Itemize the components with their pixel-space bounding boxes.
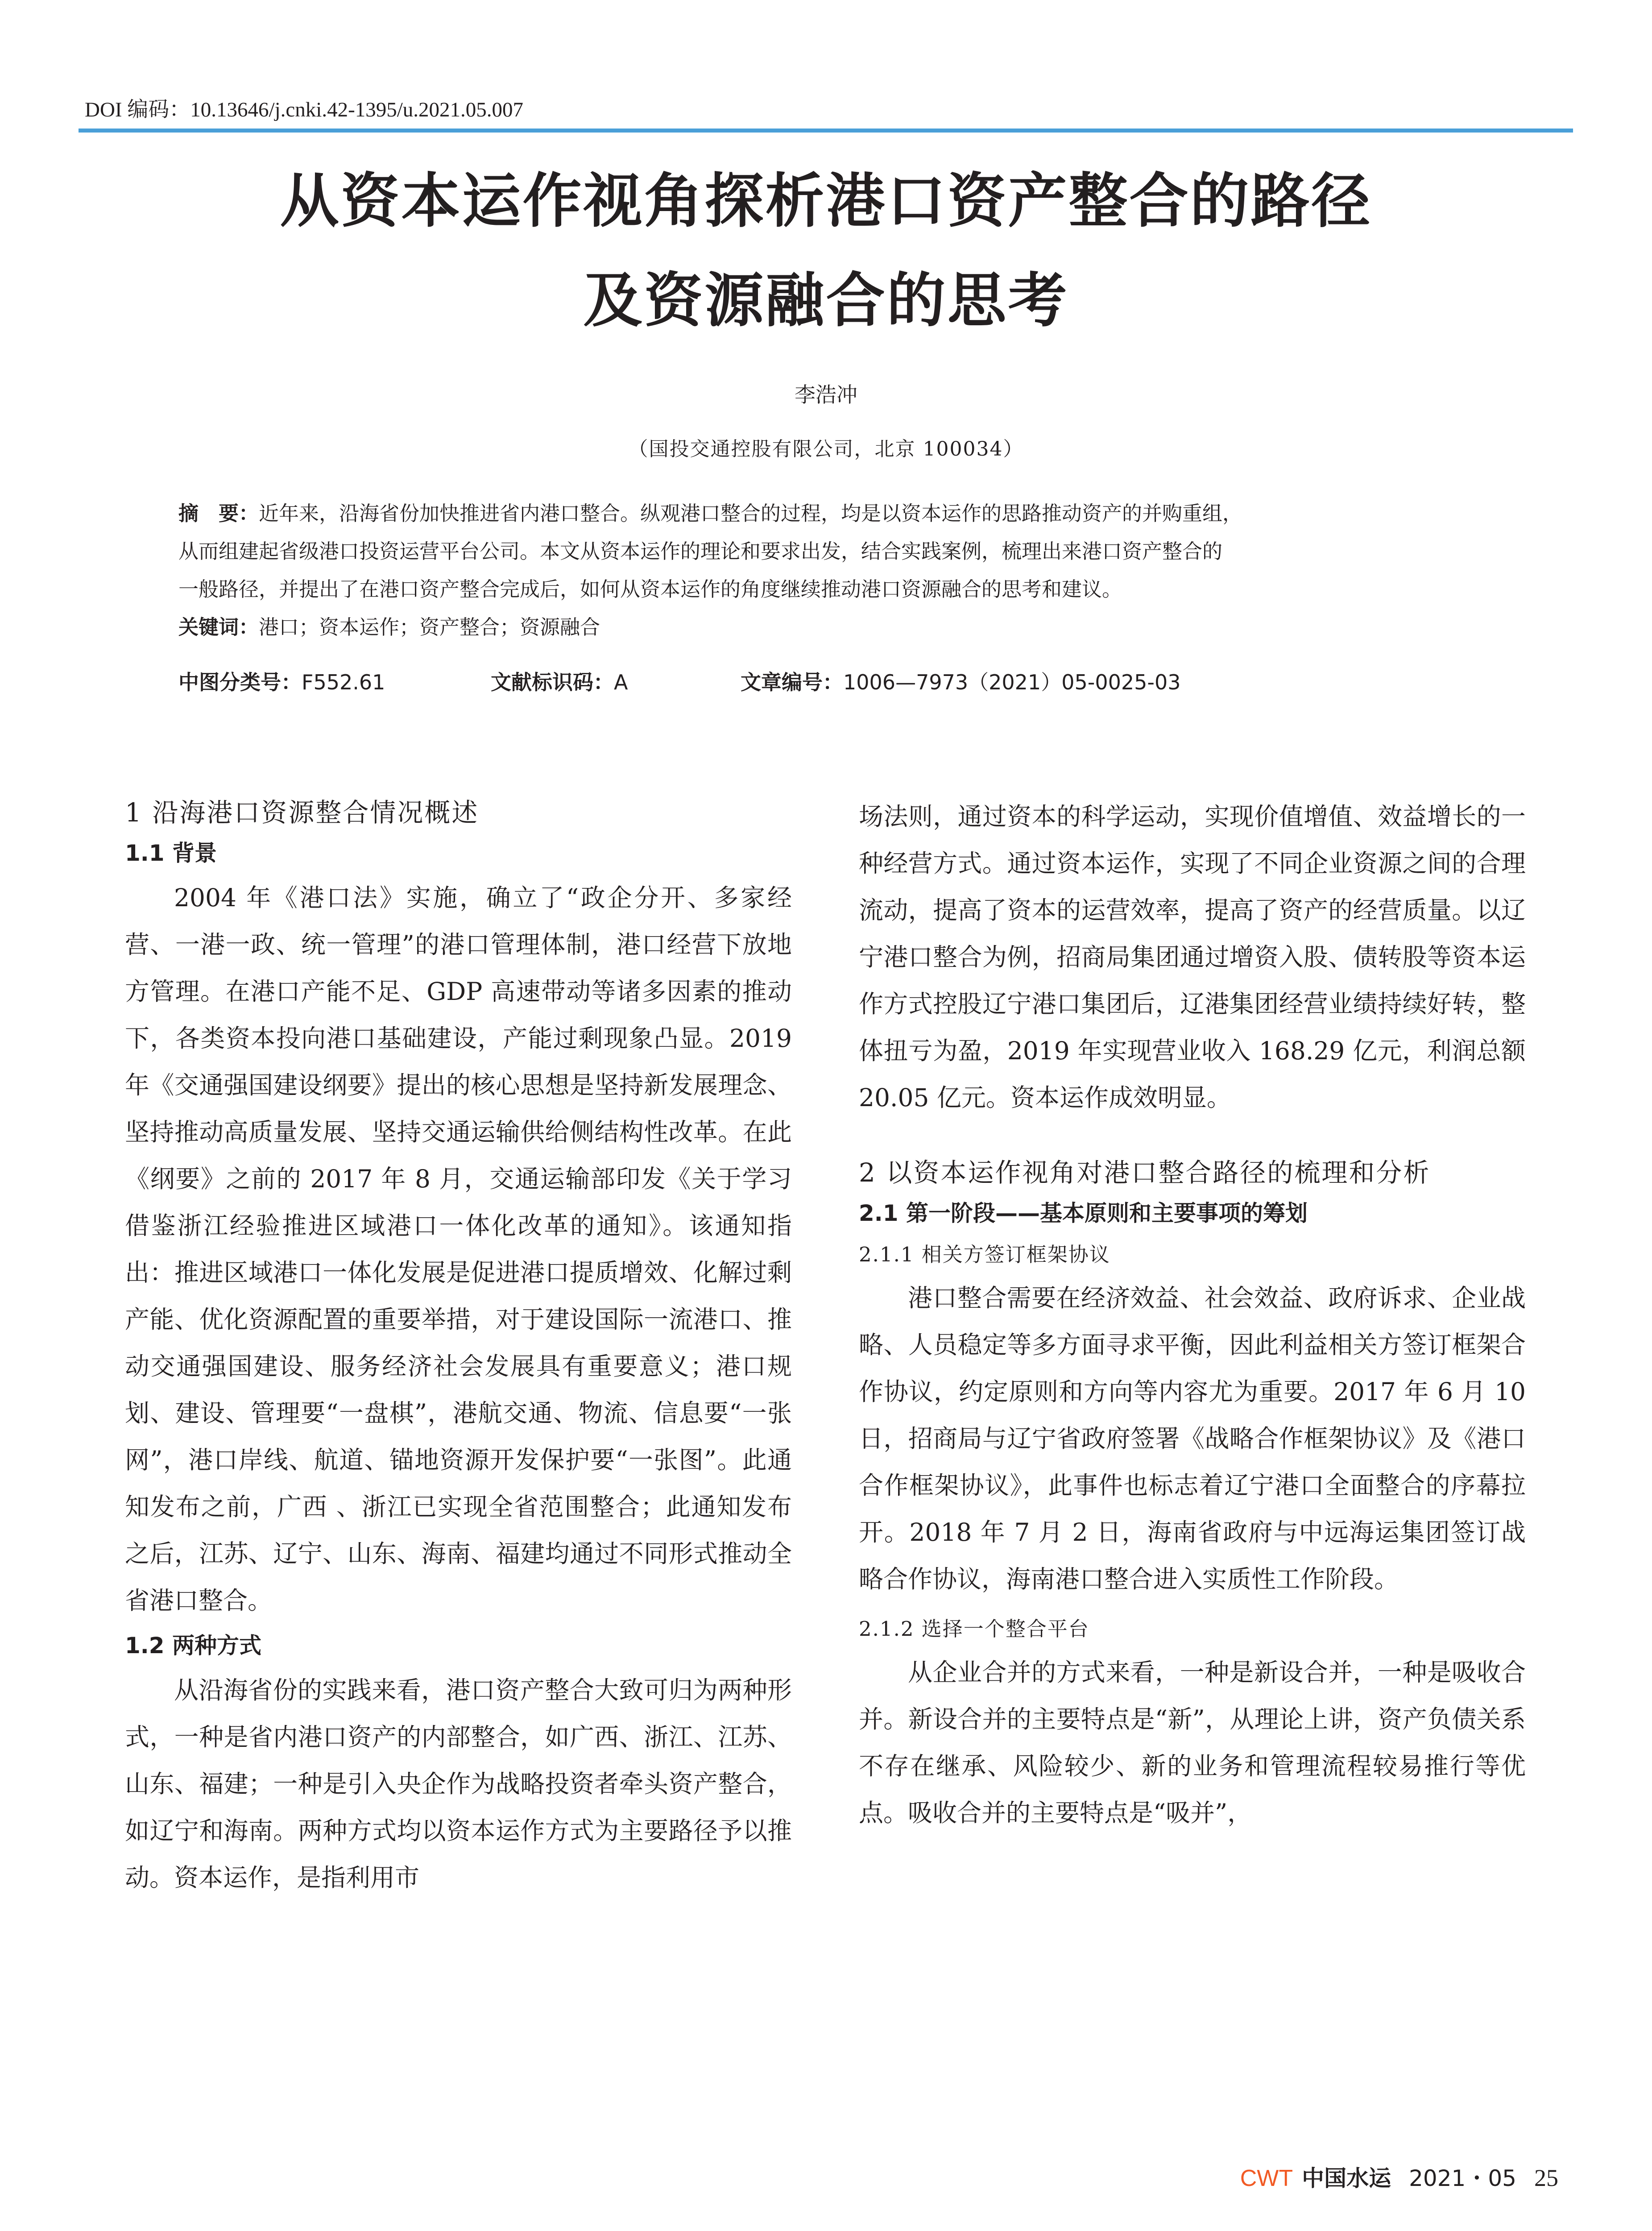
article-title-line1: 从资本运作视角探析港口资产整合的路径: [280, 166, 1372, 236]
doc-code-info: [491, 666, 628, 696]
paragraph-framework: 港口整合需要在经济效益、社会效益、政府诉求、企业战略、人员稳定等多方面寻求平衡，因此利益相关方签订框架合作协议，约定原则和方向等内容尤为重要。2017 年 6 月 10 日，招商局与辽宁省政府签署《战略合作框架协议》及《港口合作框架协议》，此事件也标志着辽宁港口全面整合的序幕拉开。2018 年 7 月 2 日，海南省政府与中远海运集团签订战略合作协议，海南港口整合进入实质性工作阶段。: [859, 1284, 1526, 1593]
article-no-label: 文章编号：: [741, 670, 843, 694]
header-rule: [79, 129, 1573, 133]
clc-info: [178, 666, 385, 696]
abstract-text1: 近年来，沿海省份加快推进省内港口整合。纵观港口整合的过程，均是以资本运作的思路推动资产的并购重组，: [259, 502, 1243, 525]
abstract-line1: [178, 494, 1472, 532]
section-2-1-1-heading: 2.1.1 相关方签订框架协议: [859, 1243, 1110, 1266]
right-column: [859, 793, 1526, 1837]
keywords-line: [178, 608, 1472, 646]
journal-brand: CWT: [1240, 2165, 1293, 2191]
abstract-block: [178, 494, 1472, 646]
section-2-1-heading: 2.1 第一阶段——基本原则和主要事项的筹划: [859, 1200, 1308, 1226]
paragraph-two-ways-cont: 场法则，通过资本的科学运动，实现价值增值、效益增长的一种经营方式。通过资本运作，实现了不同企业资源之间的合理流动，提高了资本的运营效率，提高了资产的经营质量。以辽宁港口整合为例，招商局集团通过增资入股、债转股等资本运作方式控股辽宁港口集团后，辽港集团经营业绩持续好转，整体扭亏为盈，2019 年实现营业收入 168.29 亿元，利润总额 20.05 亿元。资本运作成效明显。: [859, 802, 1526, 1112]
keywords: 港口；资本运作；资产整合；资源融合: [259, 615, 600, 639]
paragraph-background: 2004 年《港口法》实施，确立了“政企分开、多家经营、一港一政、统一管理”的港口管理体制，港口经营下放地方管理。在港口产能不足、GDP 高速带动等诸多因素的推动下，各类资本投向港口基础建设，产能过剩现象凸显。2019 年《交通强国建设纲要》提出的核心思想是坚持新发展理念、坚持推动高质量发展、坚持交通运输供给侧结构性改革。在此《纲要》之前的 2017 年 8 月，交通运输部印发《关于学习借鉴浙江经验推进区域港口一体化改革的通知》。该通知指出：推进区域港口一体化发展是促进港口提质增效、化解过剩产能、优化资源配置的重要举措，对于建设国际一流港口、推动交通强国建设、服务经济社会发展具有重要意义；港口规划、建设、管理要“一盘棋”，港航交通、物流、信息要“一张网”，港口岸线、航道、锚地资源开发保护要“一张图”。此通知发布之前，广西 、浙江已实现全省范围整合；此通知发布之后，江苏、辽宁、山东、海南、福建均通过不同形式推动全省港口整合。: [125, 883, 792, 1615]
article-no-info: [741, 666, 1181, 696]
author: 李浩冲: [795, 383, 857, 407]
doc-code-value: A: [614, 670, 628, 694]
clc-label: 中图分类号：: [178, 670, 302, 694]
page-number: 25: [1534, 2165, 1558, 2191]
section-2-heading: 2 以资本运作视角对港口整合路径的梳理和分析: [859, 1157, 1431, 1188]
article-title-line2: 及资源融合的思考: [583, 266, 1069, 335]
keywords-label: 关键词：: [178, 615, 259, 639]
journal-name: 中国水运: [1302, 2165, 1391, 2191]
section-2-1-2-heading: 2.1.2 选择一个整合平台: [859, 1617, 1089, 1641]
section-1-heading: 1 沿海港口资源整合情况概述: [125, 797, 479, 828]
abstract-line2: 从而组建起省级港口投资运营平台公司。本文从资本运作的理论和要求出发，结合实践案例，梳理出来港口资产整合的: [178, 539, 1223, 563]
abstract-label: 摘 要：: [178, 502, 259, 525]
paragraph-platform: 从企业合并的方式来看，一种是新设合并，一种是吸收合并。新设合并的主要特点是“新”，从理论上讲，资产负债关系不存在继承、风险较少、新的业务和管理流程较易推行等优点。吸收合并的主要特点是“吸并”，: [859, 1658, 1526, 1827]
page-footer: [1240, 2161, 1558, 2193]
issue-number: 2021・05: [1409, 2165, 1516, 2191]
doc-code-label: 文献标识码：: [491, 670, 614, 694]
article-no-value: 1006—7973（2021）05-0025-03: [843, 670, 1181, 694]
affiliation: （国投交通控股有限公司，北京 100034）: [628, 438, 1024, 460]
paragraph-two-ways: 从沿海省份的实践来看，港口资产整合大致可归为两种形式，一种是省内港口资产的内部整合，如广西、浙江、江苏、山东、福建；一种是引入央企作为战略投资者牵头资产整合，如辽宁和海南。两种方式均以资本运作方式为主要路径予以推动。资本运作，是指利用市: [125, 1676, 792, 1892]
left-column: [125, 793, 792, 1901]
section-1-1-heading: 1.1 背景: [125, 840, 217, 866]
section-1-2-heading: 1.2 两种方式: [125, 1633, 261, 1659]
abstract-line3: 一般路径，并提出了在港口资产整合完成后，如何从资本运作的角度继续推动港口资源融合的思考和建议。: [178, 577, 1122, 601]
doi-line: DOI 编码：10.13646/j.cnki.42-1395/u.2021.05.007: [85, 98, 524, 121]
clc-value: F552.61: [302, 670, 385, 694]
